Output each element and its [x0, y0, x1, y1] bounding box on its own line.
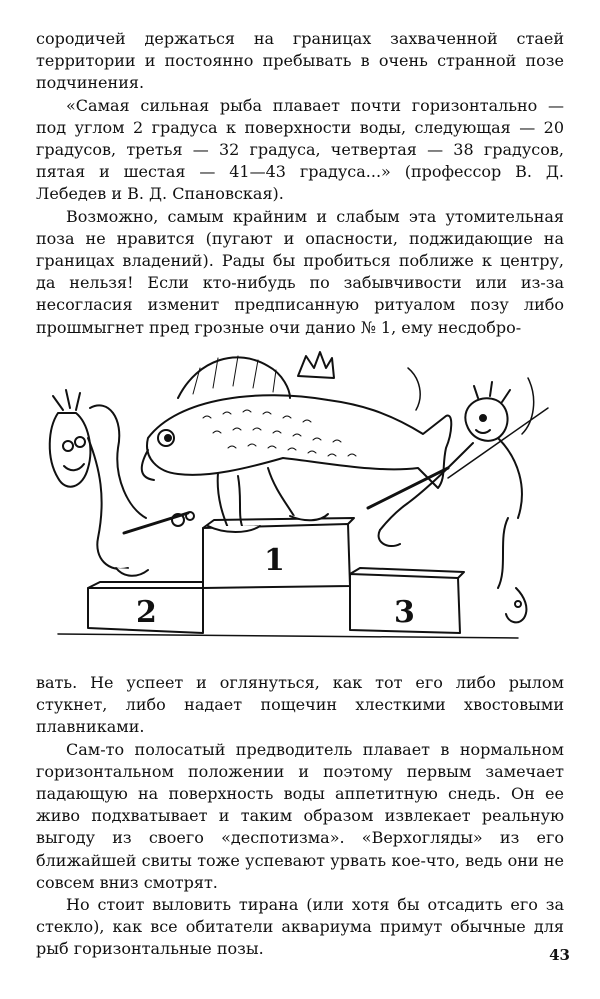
podium-fish-illustration	[28, 338, 573, 658]
paragraph-quote: «Самая сильная рыба плавает почти горизонтально — под углом 2 градуса к поверхности воды, следующая — 20 градусов, третья — 32 градуса, четвертая — 38 градусов, пятая и шестая — 41—43 градуса...» (профессор В. Д. Лебедев и В. Д. Спановская).	[36, 95, 564, 204]
podium-label-3: 3	[394, 595, 415, 630]
podium	[58, 518, 518, 638]
paragraph-posture: Возможно, самым крайним и слабым эта утомительная поза не нравится (пугают и опасности, поджидающие на границах владений). Рады бы пробиться поближе к центру, да нельзя! Если кто-нибудь по забывчивости или из-за несогласия изменит предписанную ритуалом позу либо прошмыгнет пред грозные очи данио № 1, ему несдобро-	[36, 206, 564, 337]
page-number: 43	[549, 946, 570, 964]
bottom-text-block	[36, 672, 564, 961]
paragraph-continuation: сородичей держаться на границах захваченной стаей территории и постоянно пребывать в очень странной позе подчинения.	[36, 29, 564, 93]
paragraph-tyrant: Но стоит выловить тирана (или хотя бы отсадить его за стекло), как все обитатели аквариума примут обычные для рыб горизонтальные позы.	[36, 895, 564, 959]
top-text-block	[36, 28, 564, 339]
podium-label-1: 1	[264, 543, 285, 578]
podium-label-2: 2	[136, 595, 157, 630]
paragraph-leader: Сам-то полосатый предводитель плавает в нормальном горизонтальном положении и поэтому первым замечает падающую на поверхность воды аппетитную снедь. Он ее живо подхватывает и таким образом извлекает реальную выгоду из своего «деспотизма». «Верхогляды» из его ближайшей свиты тоже успевают урвать кое-что, ведь они не совсем вниз смотрят.	[36, 739, 564, 892]
paragraph-continuation-bottom: вать. Не успеет и оглянуться, как тот его либо рылом стукнет, либо надает пощечин хлесткими хвостовыми плавниками.	[36, 673, 564, 737]
